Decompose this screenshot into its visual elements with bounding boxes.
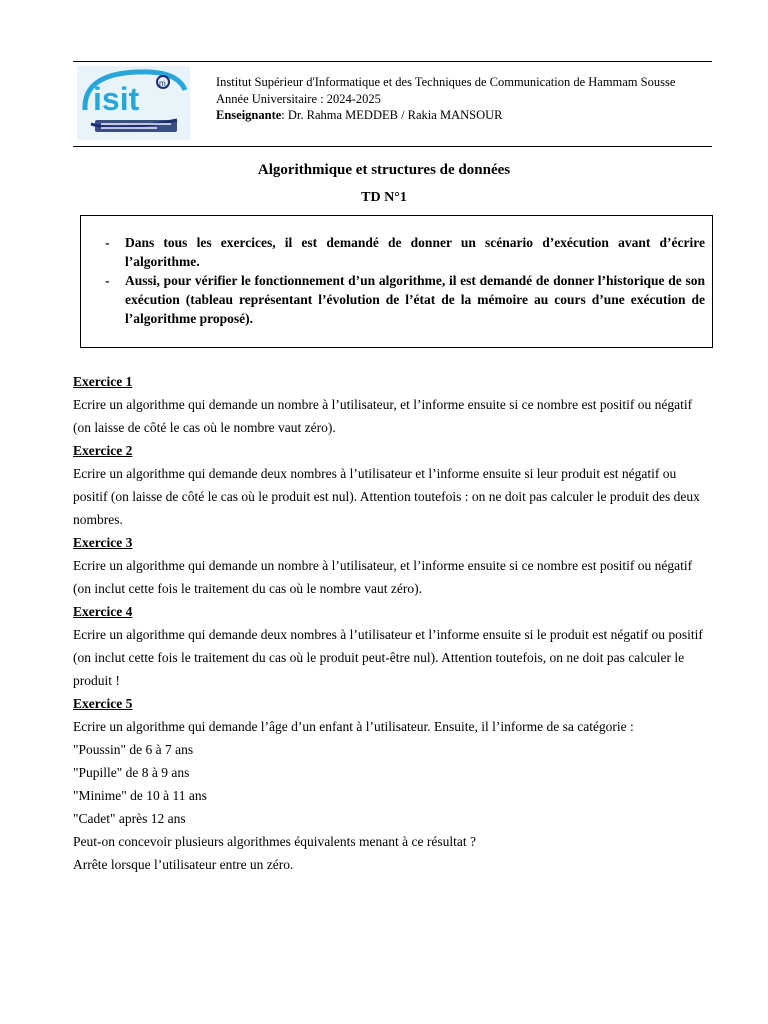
instruction-text: Aussi, pour vérifier le fonctionnement d’un algorithme, il est demandé de donner l’historique de son exécution (tableau représentant l’évolution de l’état de la mémoire au cours d’une exécution de l’algorithme proposé). xyxy=(125,273,705,326)
dash-bullet: - xyxy=(105,235,110,250)
exercise-3 xyxy=(73,531,713,600)
exercises-section xyxy=(73,370,713,876)
instructions-list xyxy=(105,233,705,328)
category-line: "Poussin" de 6 à 7 ans xyxy=(73,742,194,757)
header-top-rule xyxy=(73,61,712,62)
header-bottom-rule xyxy=(73,146,712,147)
teacher-label: Enseignante xyxy=(216,108,282,122)
exercise-title: Exercice 3 xyxy=(73,535,133,550)
academic-year: Année Universitaire : 2024-2025 xyxy=(216,91,381,106)
exercise-4 xyxy=(73,600,713,692)
teacher-names: : Dr. Rahma MEDDEB / Rakia MANSOUR xyxy=(281,108,503,122)
exercise-title: Exercice 4 xyxy=(73,604,133,619)
isitc-logo xyxy=(77,66,190,140)
document-subtitle: TD N°1 xyxy=(361,190,407,205)
svg-text:isit: isit xyxy=(93,81,140,117)
header-info xyxy=(216,74,675,124)
dash-bullet: - xyxy=(105,273,110,288)
exercise-text: Ecrire un algorithme qui demande un nombre à l’utilisateur, et l’informe ensuite si ce nombre est positif ou négatif (on inclut cette fois le traitement du cas où le nombre vaut zéro). xyxy=(73,558,693,596)
category-line: "Cadet" après 12 ans xyxy=(73,811,186,826)
exercise-5 xyxy=(73,692,713,876)
exercise-title: Exercice 1 xyxy=(73,374,133,389)
instructions-box xyxy=(80,215,713,348)
institute-name: Institut Supérieur d'Informatique et des Techniques de Communication de Hammam Sousse xyxy=(216,75,676,89)
exercise-text: Ecrire un algorithme qui demande un nombre à l’utilisateur, et l’informe ensuite si ce nombre est positif ou négatif (on laisse de côté le cas où le nombre vaut zéro). xyxy=(73,397,693,435)
exercise-2 xyxy=(73,439,713,531)
exercise-title: Exercice 5 xyxy=(73,696,133,711)
instruction-item xyxy=(105,233,705,271)
teacher-line xyxy=(216,107,675,124)
svg-text:m: m xyxy=(159,79,166,88)
exercise-text: Ecrire un algorithme qui demande deux nombres à l’utilisateur et l’informe ensuite si le produit est négatif ou positif (on inclut cette fois le traitement du cas où le produit peut-être nul). Attention toutefois, on ne doit pas calculer le produit ! xyxy=(73,627,703,688)
exercise-stop-condition: Arrête lorsque l’utilisateur entre un zéro. xyxy=(73,857,294,872)
instruction-item xyxy=(105,271,705,328)
exercise-1 xyxy=(73,370,713,439)
exercise-text: Ecrire un algorithme qui demande deux nombres à l’utilisateur et l’informe ensuite si leur produit est négatif ou positif (on laisse de côté le cas où le produit est nul). Attention toutefois : on ne doit pas calculer le produit des deux nombres. xyxy=(73,466,700,527)
instruction-text: Dans tous les exercices, il est demandé de donner un scénario d’exécution avant d’écrire l’algorithme. xyxy=(125,235,705,269)
exercise-title: Exercice 2 xyxy=(73,443,133,458)
document-title: Algorithmique et structures de données xyxy=(257,162,511,178)
exercise-text: Ecrire un algorithme qui demande l’âge d’un enfant à l’utilisateur. Ensuite, il l’informe de sa catégorie : xyxy=(73,719,634,734)
category-line: "Minime" de 10 à 11 ans xyxy=(73,788,207,803)
exercise-question: Peut-on concevoir plusieurs algorithmes équivalents menant à ce résultat ? xyxy=(73,834,476,849)
category-line: "Pupille" de 8 à 9 ans xyxy=(73,765,190,780)
